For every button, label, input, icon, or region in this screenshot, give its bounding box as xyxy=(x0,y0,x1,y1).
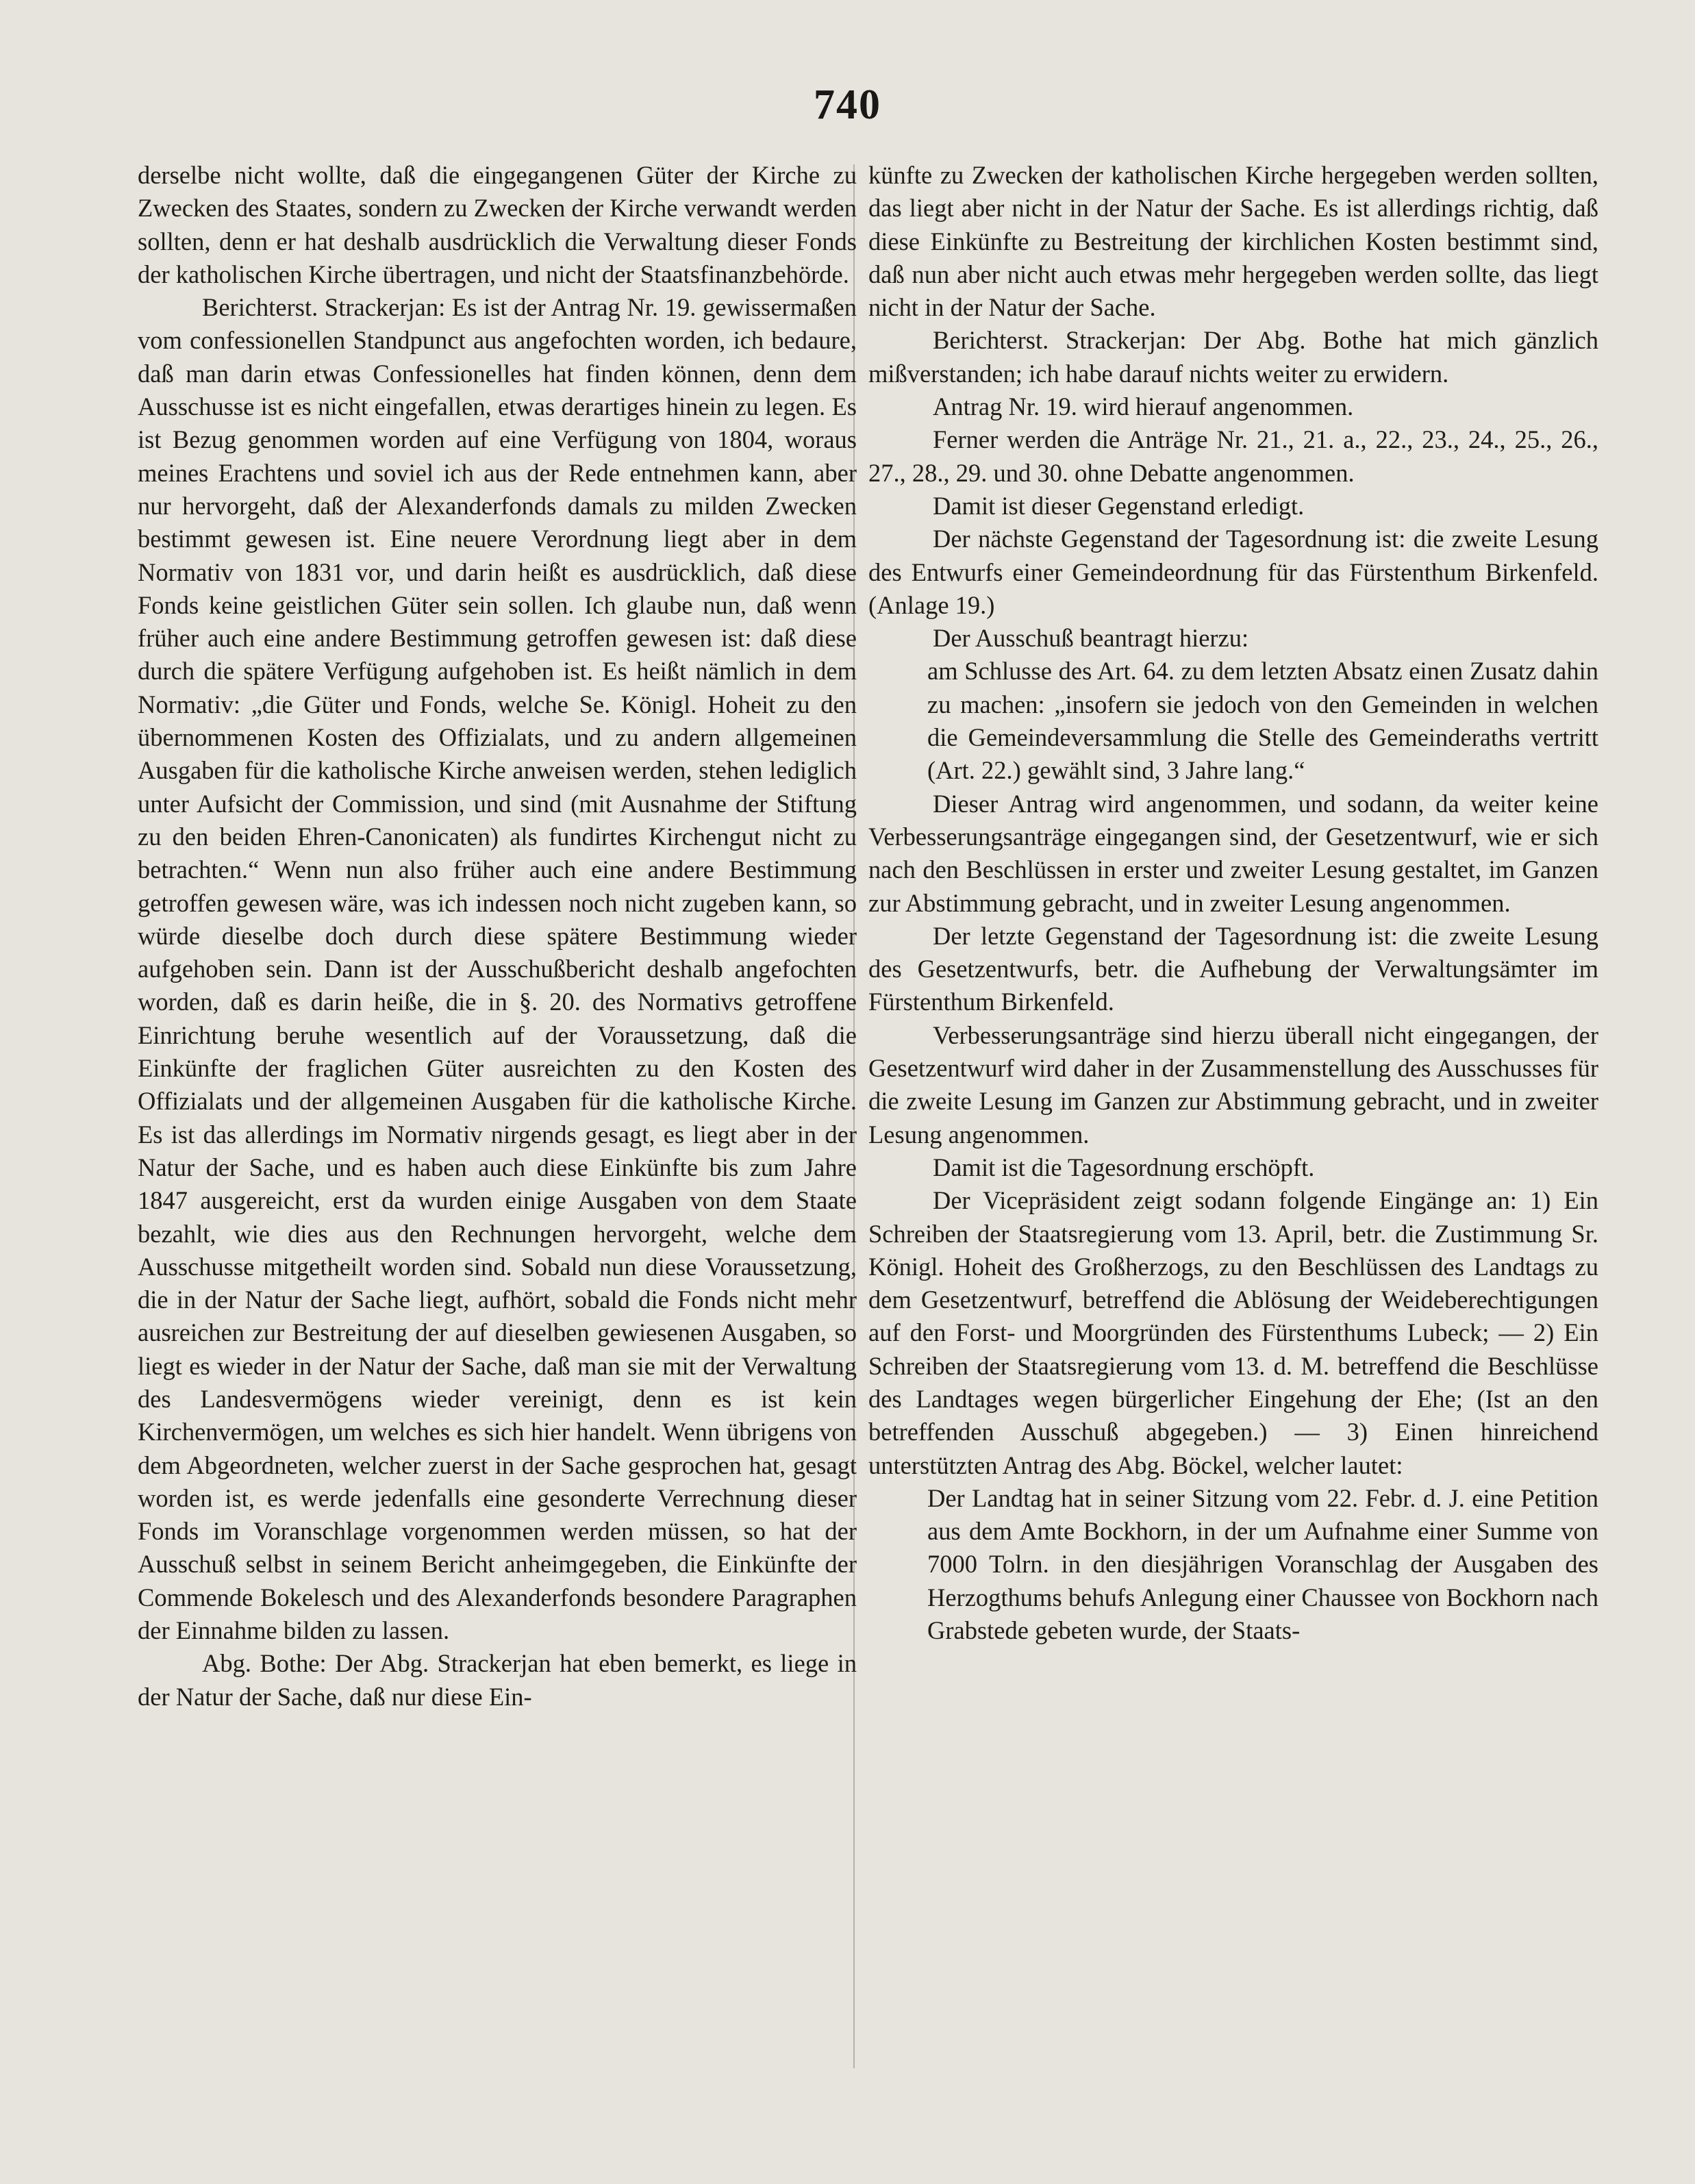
paragraph: Antrag Nr. 19. wird hierauf angenommen. xyxy=(933,392,1354,421)
quoted-motion: am Schlusse des Art. 64. zu dem letzten Absatz einen Zusatz dahin zu machen: „insofern sie jedoch von den Gemeinden in welchen die Gemeindeversammlung die Stelle des Gemeinderaths vertritt (Art. 22.) gewählt sind, 3 Jahre lang.“ xyxy=(927,657,1598,785)
paragraph: derselbe nicht wollte, daß die eingegangenen Güter der Kirche zu Zwecken des Staates, sondern zu Zwecken der Kirche verwandt werden sollten, denn er hat deshalb ausdrücklich die Verwaltung dieser Fonds der katholischen Kirche übertragen, und nicht der Staatsfinanzbehörde. xyxy=(138,161,857,288)
paragraph: künfte zu Zwecken der katholischen Kirche hergegeben werden sollten, das liegt aber nicht in der Natur der Sache. Es ist allerdings richtig, daß diese Einkünfte zu Bestreitung der kirchlichen Kosten bestimmt sind, daß nun aber nicht auch etwas mehr hergegeben werden sollte, das liegt nicht in der Natur der Sache. xyxy=(868,161,1598,322)
paragraph: Verbesserungsanträge sind hierzu überall nicht eingegangen, der Gesetzentwurf wird daher in der Zusammenstellung des Ausschusses für die zweite Lesung im Ganzen zur Abstimmung gebracht, und in zweiter Lesung angenommen. xyxy=(868,1020,1598,1149)
paragraph: Der Ausschuß beantragt hierzu: xyxy=(933,624,1249,653)
right-column xyxy=(868,159,1598,2159)
paragraph: Damit ist die Tagesordnung erschöpft. xyxy=(933,1153,1315,1181)
paragraph: Ferner werden die Anträge Nr. 21., 21. a., 22., 23., 24., 25., 26., 27., 28., 29. und 30. ohne Debatte angenommen. xyxy=(868,425,1598,487)
paragraph: Der Vicepräsident zeigt sodann folgende Eingänge an: 1) Ein Schreiben der Staatsregierung vom 13. April, betr. die Zustimmung Sr. Königl. Hoheit des Großherzogs, zu den Beschlüssen des Landtags zu dem Gesetzentwurf, betreffend die Ablösung der Weideberechtigungen auf den Forst- und Moorgründen des Fürstenthums Lubeck; — 2) Ein Schreiben der Staatsregierung vom 13. d. M. betreffend die Beschlüsse des Landtages wegen bürgerlicher Eingehung der Ehe; (Ist an den betreffenden Ausschuß abgegeben.) — 3) Einen hinreichend unterstützten Antrag des Abg. Böckel, welcher lautet: xyxy=(868,1186,1598,1479)
paragraph: Dieser Antrag wird angenommen, und sodann, da weiter keine Verbesserungsanträge eingegangen sind, der Gesetzentwurf, wie er sich nach den Beschlüssen in erster und zweiter Lesung gestaltet, im Ganzen zur Abstimmung gebracht, und in zweiter Lesung angenommen. xyxy=(868,789,1598,917)
page-number: 740 xyxy=(814,81,881,128)
quoted-motion: Der Landtag hat in seiner Sitzung vom 22. Febr. d. J. eine Petition aus dem Amte Bockhorn, in der um Aufnahme einer Summe von 7000 Tolrn. in den diesjährigen Voranschlag der Ausgaben des Herzogthums behufs Anlegung einer Chaussee von Bockhorn nach Grabstede gebeten wurde, der Staats- xyxy=(927,1483,1598,1645)
paragraph: Der letzte Gegenstand der Tagesordnung ist: die zweite Lesung des Gesetzentwurfs, betr. die Aufhebung der Verwaltungsämter im Fürstenthum Birkenfeld. xyxy=(868,921,1598,1016)
left-column xyxy=(138,159,857,2159)
paragraph: Berichterst. Strackerjan: Es ist der Antrag Nr. 19. gewissermaßen vom confessionellen Standpunct aus angefochten worden, ich bedaure, daß man darin etwas Confessionelles hat finden können, denn dem Ausschusse ist es nicht eingefallen, etwas derartiges hinein zu legen. Es ist Bezug genommen worden auf eine Verfügung von 1804, woraus meines Erachtens und soviel ich aus der Rede entnehmen kann, aber nur hervorgeht, daß der Alexanderfonds damals zu milden Zwecken bestimmt gewesen ist. Eine neuere Verordnung liegt aber in dem Normativ von 1831 vor, und darin heißt es ausdrücklich, daß diese Fonds keine geistlichen Güter sein sollen. Ich glaube nun, daß wenn früher auch eine andere Bestimmung getroffen gewesen ist: daß diese durch die spätere Verfügung aufgehoben ist. Es heißt nämlich in dem Normativ: „die Güter und Fonds, welche Se. Königl. Hoheit zu den übernommenen Kosten des Offizialats, und zu andern allgemeinen Ausgaben für die katholische Kirche anweisen werden, stehen lediglich unter Aufsicht der Commission, und sind (mit Ausnahme der Stiftung zu den beiden Ehren-Canonicaten) als fundirtes Kirchengut nicht zu betrachten.“ Wenn nun also früher auch eine andere Bestimmung getroffen gewesen wäre, was ich indessen noch nicht zugeben kann, so würde dieselbe doch durch diese spätere Bestimmung wieder aufgehoben sein. Dann ist der Ausschußbericht deshalb angefochten worden, daß es darin heiße, die in §. 20. des Normativs getroffene Einrichtung beruhe wesentlich auf der Voraussetzung, daß die Einkünfte der fraglichen Güter ausreichten zu den Kosten des Offizialats und der allgemeinen Ausgaben für die katholische Kirche. Es ist das allerdings im Normativ nirgends gesagt, es liegt aber in der Natur der Sache, und es haben auch diese Einkünfte bis zum Jahre 1847 ausgereicht, erst da wurden einige Ausgaben von dem Staate bezahlt, wie dies aus den Rechnungen hervorgeht, welche dem Ausschusse mitgetheilt worden sind. Sobald nun diese Voraussetzung, die in der Natur der Sache liegt, aufhört, sobald die Fonds nicht mehr ausreichen zur Bestreitung der auf dieselben gewiesenen Ausgaben, so liegt es wieder in der Natur der Sache, daß man sie mit der Verwaltung des Landesvermögens wieder vereinigt, denn es ist kein Kirchenvermögen, um welches es sich hier handelt. Wenn übrigens von dem Abgeordneten, welcher zuerst in der Sache gesprochen hat, gesagt worden ist, es werde jedenfalls eine gesonderte Verrechnung dieser Fonds im Voranschlage vorgenommen werden müssen, so hat der Ausschuß selbst in seinem Bericht anheimgegeben, die Einkünfte der Commende Bokelesch und des Alexanderfonds besondere Paragraphen der Einnahme bilden zu lassen. xyxy=(138,293,857,1645)
paragraph: Abg. Bothe: Der Abg. Strackerjan hat eben bemerkt, es liege in der Natur der Sache, daß nur diese Ein- xyxy=(138,1649,857,1711)
paragraph: Der nächste Gegenstand der Tagesordnung ist: die zweite Lesung des Entwurfs einer Gemeindeordnung für das Fürstenthum Birkenfeld. (Anlage 19.) xyxy=(868,525,1598,619)
paragraph: Damit ist dieser Gegenstand erledigt. xyxy=(933,491,1305,520)
paragraph: Berichterst. Strackerjan: Der Abg. Bothe hat mich gänzlich mißverstanden; ich habe darauf nichts weiter zu erwidern. xyxy=(868,326,1598,388)
